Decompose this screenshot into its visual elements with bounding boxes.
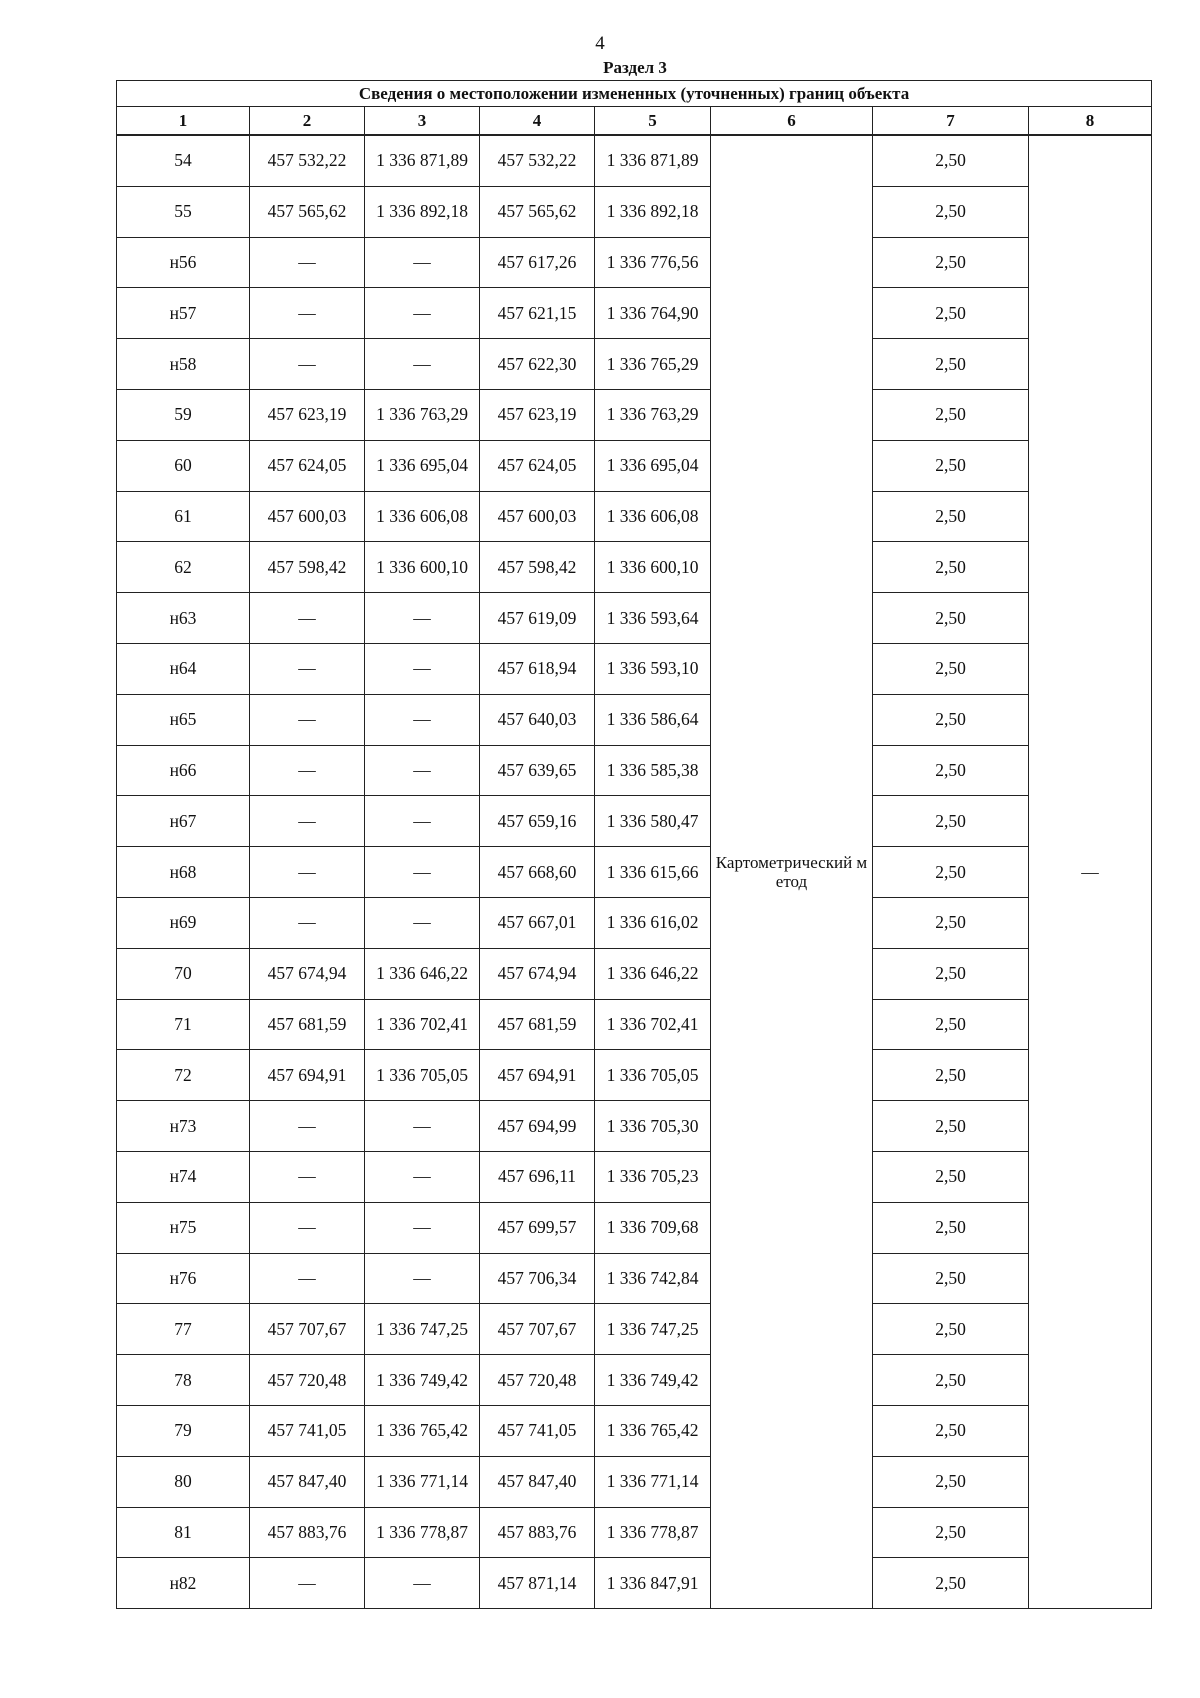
- old-y-cell: —: [365, 1101, 480, 1152]
- new-x-cell: 457 668,60: [480, 847, 595, 898]
- old-x-cell: —: [250, 745, 365, 796]
- new-y-cell: 1 336 709,68: [595, 1202, 711, 1253]
- old-x-cell: 457 600,03: [250, 491, 365, 542]
- old-y-cell: 1 336 606,08: [365, 491, 480, 542]
- new-x-cell: 457 565,62: [480, 186, 595, 237]
- column-header-1: 1: [117, 107, 250, 136]
- accuracy-cell: 2,50: [873, 1304, 1029, 1355]
- point-number-cell: 62: [117, 542, 250, 593]
- new-y-cell: 1 336 600,10: [595, 542, 711, 593]
- accuracy-cell: 2,50: [873, 1405, 1029, 1456]
- new-x-cell: 457 847,40: [480, 1456, 595, 1507]
- table-row: [117, 542, 1152, 593]
- accuracy-cell: 2,50: [873, 1151, 1029, 1202]
- table-row: [117, 948, 1152, 999]
- old-y-cell: —: [365, 1151, 480, 1202]
- old-y-cell: 1 336 600,10: [365, 542, 480, 593]
- section-title: Раздел 3: [603, 58, 667, 77]
- old-y-cell: —: [365, 897, 480, 948]
- new-x-cell: 457 532,22: [480, 135, 595, 186]
- old-x-cell: 457 565,62: [250, 186, 365, 237]
- new-y-cell: 1 336 615,66: [595, 847, 711, 898]
- point-number-cell: 72: [117, 1050, 250, 1101]
- point-number-cell: 79: [117, 1405, 250, 1456]
- old-y-cell: —: [365, 288, 480, 339]
- table-row: [117, 186, 1152, 237]
- table-row: [117, 389, 1152, 440]
- new-y-cell: 1 336 580,47: [595, 796, 711, 847]
- old-y-cell: 1 336 747,25: [365, 1304, 480, 1355]
- old-y-cell: 1 336 646,22: [365, 948, 480, 999]
- table-row: [117, 643, 1152, 694]
- point-number-cell: 60: [117, 440, 250, 491]
- table-row: [117, 1202, 1152, 1253]
- old-y-cell: 1 336 778,87: [365, 1507, 480, 1558]
- table-row: [117, 847, 1152, 898]
- table-row: [117, 491, 1152, 542]
- table-row: [117, 1151, 1152, 1202]
- new-y-cell: 1 336 742,84: [595, 1253, 711, 1304]
- boundary-coordinates-table: [116, 80, 1152, 1609]
- new-y-cell: 1 336 765,29: [595, 339, 711, 390]
- new-y-cell: 1 336 705,05: [595, 1050, 711, 1101]
- column-8-cell: —: [1029, 135, 1152, 1609]
- old-y-cell: —: [365, 1558, 480, 1609]
- old-x-cell: —: [250, 796, 365, 847]
- new-y-cell: 1 336 765,42: [595, 1405, 711, 1456]
- old-x-cell: 457 720,48: [250, 1355, 365, 1406]
- table-row: [117, 1101, 1152, 1152]
- point-number-cell: н68: [117, 847, 250, 898]
- table-row: [117, 1405, 1152, 1456]
- new-x-cell: 457 741,05: [480, 1405, 595, 1456]
- old-y-cell: 1 336 702,41: [365, 999, 480, 1050]
- point-number-cell: н67: [117, 796, 250, 847]
- new-y-cell: 1 336 702,41: [595, 999, 711, 1050]
- column-header-8: 8: [1029, 107, 1152, 136]
- table-row: [117, 135, 1152, 186]
- old-y-cell: —: [365, 847, 480, 898]
- accuracy-cell: 2,50: [873, 1253, 1029, 1304]
- table-row: [117, 1304, 1152, 1355]
- point-number-cell: 77: [117, 1304, 250, 1355]
- new-x-cell: 457 883,76: [480, 1507, 595, 1558]
- point-number-cell: н58: [117, 339, 250, 390]
- point-number-cell: н64: [117, 643, 250, 694]
- new-x-cell: 457 694,91: [480, 1050, 595, 1101]
- old-x-cell: 457 883,76: [250, 1507, 365, 1558]
- point-number-cell: 78: [117, 1355, 250, 1406]
- accuracy-cell: 2,50: [873, 389, 1029, 440]
- new-x-cell: 457 696,11: [480, 1151, 595, 1202]
- new-y-cell: 1 336 847,91: [595, 1558, 711, 1609]
- table-row: [117, 339, 1152, 390]
- point-number-cell: н69: [117, 897, 250, 948]
- old-x-cell: 457 532,22: [250, 135, 365, 186]
- new-y-cell: 1 336 593,64: [595, 593, 711, 644]
- accuracy-cell: 2,50: [873, 542, 1029, 593]
- old-x-cell: —: [250, 339, 365, 390]
- old-y-cell: —: [365, 1202, 480, 1253]
- accuracy-cell: 2,50: [873, 745, 1029, 796]
- old-x-cell: 457 674,94: [250, 948, 365, 999]
- old-y-cell: —: [365, 339, 480, 390]
- old-x-cell: —: [250, 643, 365, 694]
- new-y-cell: 1 336 586,64: [595, 694, 711, 745]
- accuracy-cell: 2,50: [873, 237, 1029, 288]
- old-y-cell: 1 336 871,89: [365, 135, 480, 186]
- old-x-cell: 457 847,40: [250, 1456, 365, 1507]
- table-row: [117, 1456, 1152, 1507]
- column-header-3: 3: [365, 107, 480, 136]
- new-x-cell: 457 659,16: [480, 796, 595, 847]
- new-y-cell: 1 336 585,38: [595, 745, 711, 796]
- accuracy-cell: 2,50: [873, 643, 1029, 694]
- old-y-cell: 1 336 705,05: [365, 1050, 480, 1101]
- point-number-cell: н82: [117, 1558, 250, 1609]
- new-y-cell: 1 336 871,89: [595, 135, 711, 186]
- point-number-cell: 80: [117, 1456, 250, 1507]
- old-x-cell: —: [250, 694, 365, 745]
- new-y-cell: 1 336 705,23: [595, 1151, 711, 1202]
- old-y-cell: —: [365, 237, 480, 288]
- new-x-cell: 457 674,94: [480, 948, 595, 999]
- new-y-cell: 1 336 646,22: [595, 948, 711, 999]
- new-x-cell: 457 617,26: [480, 237, 595, 288]
- new-y-cell: 1 336 695,04: [595, 440, 711, 491]
- old-x-cell: 457 707,67: [250, 1304, 365, 1355]
- table-row: [117, 796, 1152, 847]
- old-x-cell: 457 624,05: [250, 440, 365, 491]
- new-y-cell: 1 336 776,56: [595, 237, 711, 288]
- old-x-cell: 457 694,91: [250, 1050, 365, 1101]
- new-y-cell: 1 336 606,08: [595, 491, 711, 542]
- old-x-cell: —: [250, 1202, 365, 1253]
- old-y-cell: 1 336 749,42: [365, 1355, 480, 1406]
- accuracy-cell: 2,50: [873, 1507, 1029, 1558]
- new-x-cell: 457 624,05: [480, 440, 595, 491]
- table-row: [117, 1355, 1152, 1406]
- new-x-cell: 457 619,09: [480, 593, 595, 644]
- table-row: [117, 1050, 1152, 1101]
- table-row: [117, 593, 1152, 644]
- accuracy-cell: 2,50: [873, 1101, 1029, 1152]
- old-x-cell: —: [250, 1253, 365, 1304]
- new-x-cell: 457 600,03: [480, 491, 595, 542]
- column-header-4: 4: [480, 107, 595, 136]
- new-x-cell: 457 618,94: [480, 643, 595, 694]
- new-x-cell: 457 707,67: [480, 1304, 595, 1355]
- accuracy-cell: 2,50: [873, 796, 1029, 847]
- new-x-cell: 457 640,03: [480, 694, 595, 745]
- table-row: [117, 1558, 1152, 1609]
- old-y-cell: 1 336 771,14: [365, 1456, 480, 1507]
- old-x-cell: —: [250, 237, 365, 288]
- column-header-6: 6: [711, 107, 873, 136]
- old-y-cell: —: [365, 694, 480, 745]
- new-y-cell: 1 336 763,29: [595, 389, 711, 440]
- table-row: [117, 237, 1152, 288]
- accuracy-cell: 2,50: [873, 999, 1029, 1050]
- table-row: [117, 1507, 1152, 1558]
- accuracy-cell: 2,50: [873, 694, 1029, 745]
- new-y-cell: 1 336 705,30: [595, 1101, 711, 1152]
- old-y-cell: —: [365, 796, 480, 847]
- accuracy-cell: 2,50: [873, 1050, 1029, 1101]
- table-row: [117, 745, 1152, 796]
- new-x-cell: 457 639,65: [480, 745, 595, 796]
- old-x-cell: —: [250, 593, 365, 644]
- accuracy-cell: 2,50: [873, 288, 1029, 339]
- old-y-cell: 1 336 765,42: [365, 1405, 480, 1456]
- new-x-cell: 457 623,19: [480, 389, 595, 440]
- point-number-cell: н73: [117, 1101, 250, 1152]
- point-number-cell: н63: [117, 593, 250, 644]
- point-number-cell: 81: [117, 1507, 250, 1558]
- table-row: [117, 897, 1152, 948]
- table-row: [117, 694, 1152, 745]
- point-number-cell: н66: [117, 745, 250, 796]
- accuracy-cell: 2,50: [873, 1558, 1029, 1609]
- method-cell: Картометрический метод: [711, 135, 873, 1609]
- accuracy-cell: 2,50: [873, 897, 1029, 948]
- column-header-5: 5: [595, 107, 711, 136]
- old-x-cell: —: [250, 847, 365, 898]
- accuracy-cell: 2,50: [873, 440, 1029, 491]
- new-x-cell: 457 699,57: [480, 1202, 595, 1253]
- old-y-cell: 1 336 763,29: [365, 389, 480, 440]
- point-number-cell: 55: [117, 186, 250, 237]
- table-row: [117, 999, 1152, 1050]
- new-y-cell: 1 336 747,25: [595, 1304, 711, 1355]
- old-y-cell: —: [365, 1253, 480, 1304]
- table-body: [117, 135, 1152, 1609]
- table-row: [117, 1253, 1152, 1304]
- old-y-cell: 1 336 695,04: [365, 440, 480, 491]
- point-number-cell: 70: [117, 948, 250, 999]
- old-x-cell: —: [250, 1151, 365, 1202]
- old-x-cell: —: [250, 1558, 365, 1609]
- new-y-cell: 1 336 749,42: [595, 1355, 711, 1406]
- accuracy-cell: 2,50: [873, 186, 1029, 237]
- new-x-cell: 457 621,15: [480, 288, 595, 339]
- accuracy-cell: 2,50: [873, 593, 1029, 644]
- point-number-cell: н56: [117, 237, 250, 288]
- table-row: [117, 440, 1152, 491]
- new-x-cell: 457 706,34: [480, 1253, 595, 1304]
- table-title: Сведения о местоположении измененных (уточненных) границ объекта: [117, 81, 1152, 107]
- point-number-cell: н57: [117, 288, 250, 339]
- old-x-cell: —: [250, 1101, 365, 1152]
- old-x-cell: —: [250, 288, 365, 339]
- point-number-cell: н76: [117, 1253, 250, 1304]
- column-header-row: [117, 107, 1152, 136]
- new-y-cell: 1 336 892,18: [595, 186, 711, 237]
- point-number-cell: 61: [117, 491, 250, 542]
- accuracy-cell: 2,50: [873, 948, 1029, 999]
- new-y-cell: 1 336 764,90: [595, 288, 711, 339]
- new-x-cell: 457 720,48: [480, 1355, 595, 1406]
- accuracy-cell: 2,50: [873, 491, 1029, 542]
- old-y-cell: —: [365, 593, 480, 644]
- accuracy-cell: 2,50: [873, 1355, 1029, 1406]
- new-y-cell: 1 336 593,10: [595, 643, 711, 694]
- old-y-cell: —: [365, 745, 480, 796]
- accuracy-cell: 2,50: [873, 339, 1029, 390]
- new-x-cell: 457 681,59: [480, 999, 595, 1050]
- accuracy-cell: 2,50: [873, 1202, 1029, 1253]
- point-number-cell: 54: [117, 135, 250, 186]
- new-x-cell: 457 667,01: [480, 897, 595, 948]
- column-header-2: 2: [250, 107, 365, 136]
- old-x-cell: 457 623,19: [250, 389, 365, 440]
- old-x-cell: 457 598,42: [250, 542, 365, 593]
- new-x-cell: 457 694,99: [480, 1101, 595, 1152]
- new-x-cell: 457 622,30: [480, 339, 595, 390]
- accuracy-cell: 2,50: [873, 847, 1029, 898]
- point-number-cell: 71: [117, 999, 250, 1050]
- new-x-cell: 457 598,42: [480, 542, 595, 593]
- old-y-cell: 1 336 892,18: [365, 186, 480, 237]
- page-number: 4: [595, 33, 605, 54]
- table-row: [117, 288, 1152, 339]
- old-x-cell: 457 681,59: [250, 999, 365, 1050]
- accuracy-cell: 2,50: [873, 135, 1029, 186]
- old-x-cell: 457 741,05: [250, 1405, 365, 1456]
- point-number-cell: 59: [117, 389, 250, 440]
- column-header-7: 7: [873, 107, 1029, 136]
- point-number-cell: н65: [117, 694, 250, 745]
- old-x-cell: —: [250, 897, 365, 948]
- new-y-cell: 1 336 616,02: [595, 897, 711, 948]
- point-number-cell: н75: [117, 1202, 250, 1253]
- accuracy-cell: 2,50: [873, 1456, 1029, 1507]
- point-number-cell: н74: [117, 1151, 250, 1202]
- new-y-cell: 1 336 771,14: [595, 1456, 711, 1507]
- new-y-cell: 1 336 778,87: [595, 1507, 711, 1558]
- old-y-cell: —: [365, 643, 480, 694]
- new-x-cell: 457 871,14: [480, 1558, 595, 1609]
